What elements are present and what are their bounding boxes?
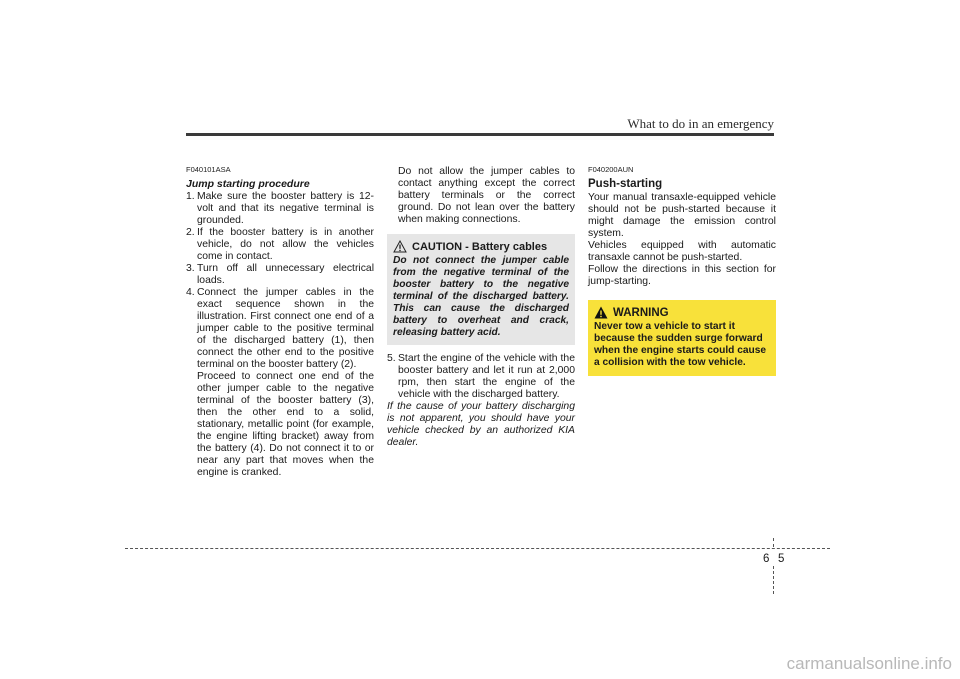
step-item — [387, 353, 575, 401]
section-code: F040101ASA — [186, 165, 231, 174]
paragraph: Follow the directions in this section for jump-starting. — [588, 264, 776, 287]
caution-header — [393, 240, 569, 253]
chapter-number: 6 — [763, 553, 770, 565]
step-item — [186, 191, 374, 227]
column-2 — [387, 166, 575, 449]
page-divider-bottom — [773, 566, 774, 594]
column-3 — [588, 164, 776, 376]
page-number: 5 — [778, 553, 785, 565]
jump-start-heading: Jump starting procedure — [186, 178, 310, 190]
step-text: Make sure the booster battery is 12-volt and that its negative terminal is grounded. — [197, 191, 374, 226]
page-divider-top — [773, 538, 774, 547]
step-number: 1. — [186, 191, 195, 202]
push-start-heading: Push-starting — [588, 178, 663, 190]
step-text: Connect the jumper cables in the exact sequence shown in the illustration. First connect one end of a jumper cable to the positive terminal of the discharged battery (1), then connect the other end to the positive terminal on the booster battery (2). — [197, 287, 374, 370]
step-number: 5. — [387, 353, 396, 364]
step-text: Start the engine of the vehicle with the booster battery and let it run at 2,000 rpm, then start the engine of the vehicle with the discharged battery. — [398, 353, 575, 400]
caution-box — [387, 234, 575, 345]
header-rule — [186, 133, 774, 136]
watermark: carmanualsonline.info — [786, 654, 952, 673]
paragraph: Your manual transaxle-equipped vehicle should not be push-started because it might damage the emission control system. — [588, 192, 776, 239]
paragraph: Do not allow the jumper cables to contact anything except the correct battery terminals or the correct ground. Do not lean over the battery when making connections. — [398, 166, 575, 225]
step-item — [186, 263, 374, 287]
warning-header — [594, 306, 770, 319]
step-item — [186, 287, 374, 371]
caution-label: CAUTION - Battery cables — [412, 240, 548, 253]
section-code: F040200AUN — [588, 165, 634, 174]
warning-text: Never tow a vehicle to start it because the sudden surge forward when the engine starts could cause a collision with the tow vehicle. — [594, 321, 767, 368]
jump-start-steps — [186, 191, 374, 371]
step-text: If the booster battery is in another vehicle, do not allow the vehicles come in contact. — [197, 227, 374, 262]
step-number: 3. — [186, 263, 195, 274]
warning-label: WARNING — [613, 306, 669, 319]
step-item — [186, 227, 374, 263]
column-1 — [186, 164, 374, 479]
paragraph: Vehicles equipped with automatic transaxle cannot be push-started. — [588, 240, 776, 263]
dealer-note: If the cause of your battery discharging is not apparent, you should have your vehicle checked by an authorized KIA dealer. — [387, 401, 575, 448]
warning-triangle-icon — [594, 306, 608, 319]
paragraph: Proceed to connect one end of the other jumper cable to the negative terminal of the booster battery (3), then the other end to a solid, stationary, metallic point (for example, the engine lifting bracket) away from the battery (4). Do not connect it to or near any part that moves when the engine is cranked. — [197, 371, 374, 478]
step-number: 2. — [186, 227, 195, 238]
footer-rule — [125, 548, 830, 549]
section-title: What to do in an emergency — [627, 116, 774, 131]
step-text: Turn off all unnecessary electrical loads. — [197, 263, 374, 286]
caution-text: Do not connect the jumper cable from the negative terminal of the booster battery to the negative terminal of the discharged battery. This can cause the discharged battery to overheat and crack, releasing battery acid. — [393, 255, 569, 338]
caution-triangle-icon — [393, 240, 407, 253]
warning-box — [588, 300, 776, 376]
step-number: 4. — [186, 287, 195, 298]
